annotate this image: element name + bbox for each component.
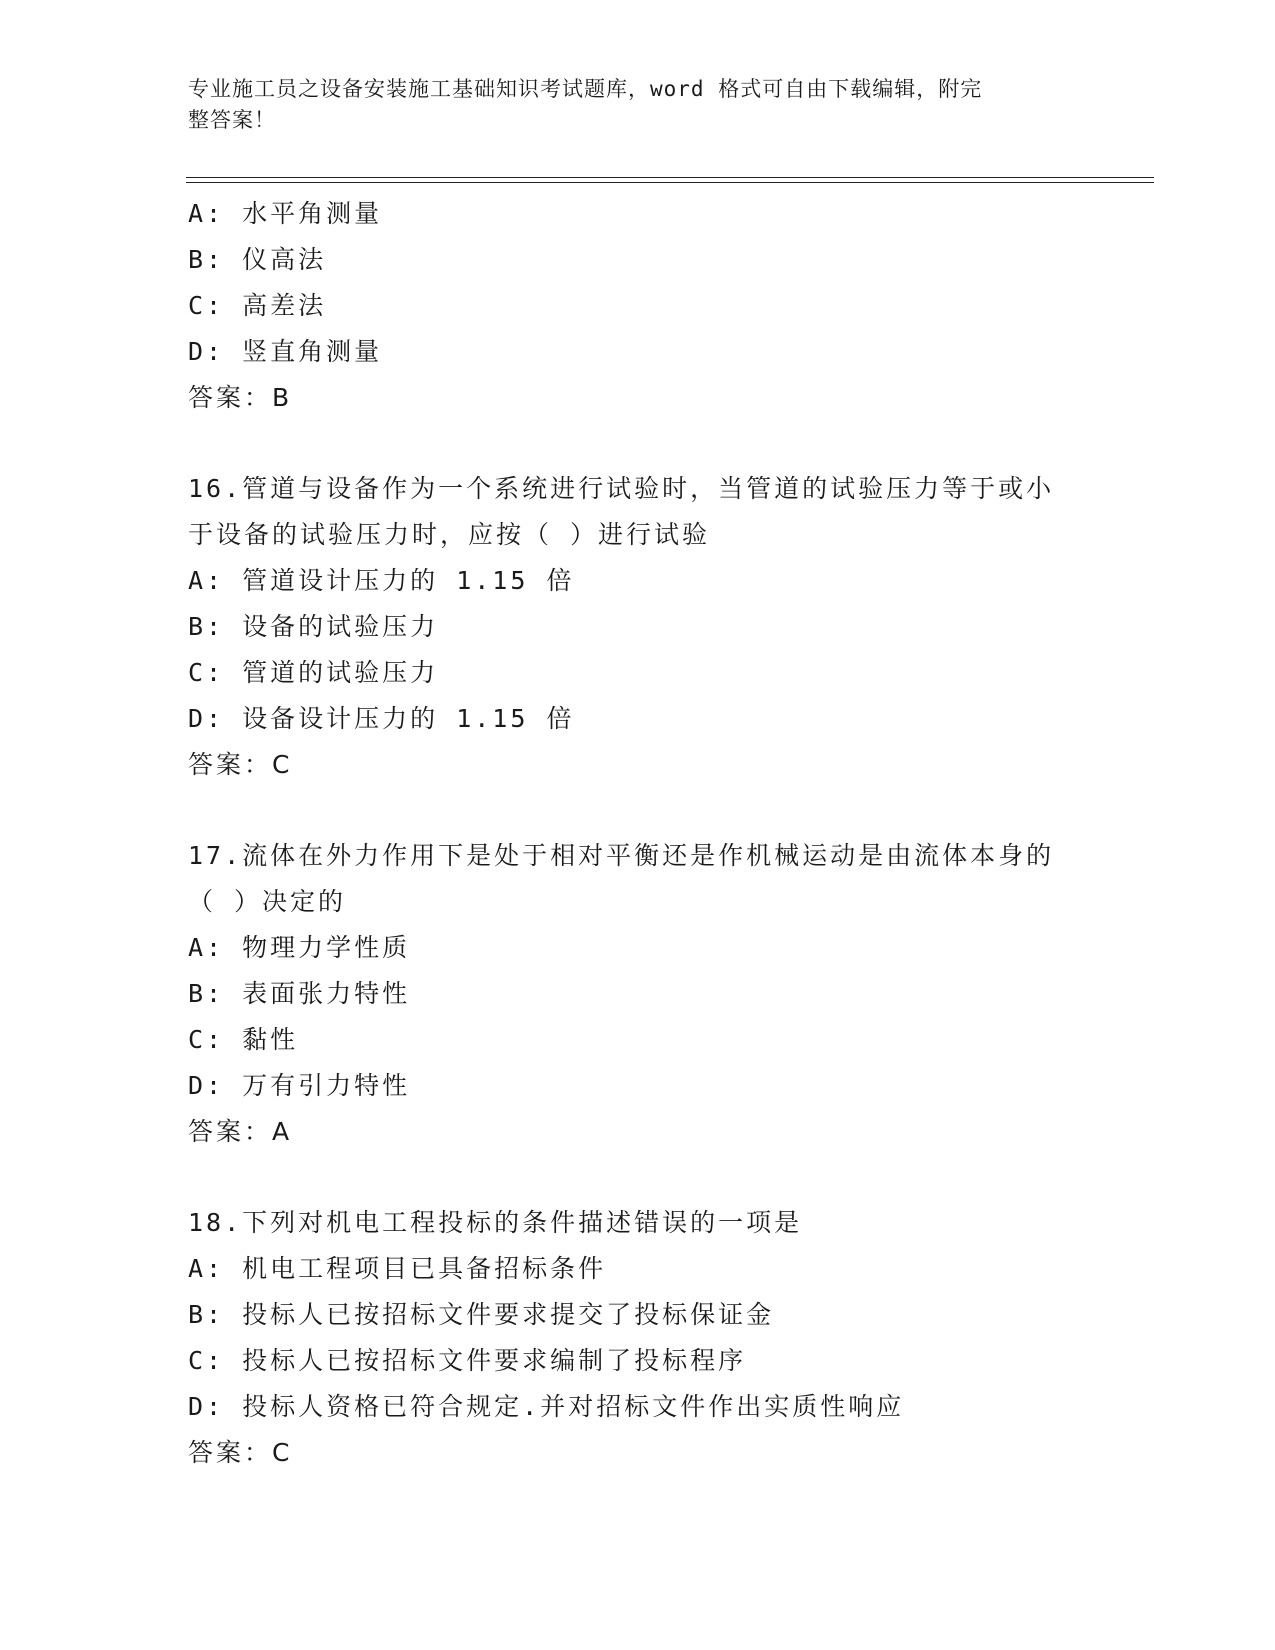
question-stem: 于设备的试验压力时，应按（ ）进行试验 [188, 520, 711, 549]
option-a: A: 水平角测量 [188, 199, 383, 228]
option-c: C: 高差法 [188, 291, 327, 320]
option-c: C: 黏性 [188, 1025, 299, 1054]
option-d: D: 万有引力特性 [188, 1071, 411, 1100]
option-a: A: 物理力学性质 [188, 933, 411, 962]
option-d: D: 投标人资格已符合规定.并对招标文件作出实质性响应 [188, 1392, 905, 1421]
option-b: B: 仪高法 [188, 245, 327, 274]
question-stem: 18.下列对机电工程投标的条件描述错误的一项是 [188, 1208, 803, 1237]
document-header [188, 74, 1068, 136]
option-c: C: 投标人已按招标文件要求编制了投标程序 [188, 1346, 747, 1375]
option-c: C: 管道的试验压力 [188, 658, 439, 687]
question-stem: 16.管道与设备作为一个系统进行试验时，当管道的试验压力等于或小 [188, 474, 1055, 503]
header-line-2: 整答案！ [188, 108, 276, 132]
answer: 答案：B [188, 383, 293, 412]
option-b: B: 设备的试验压力 [188, 612, 439, 641]
answer: 答案：C [188, 750, 293, 779]
question-stem: 17.流体在外力作用下是处于相对平衡还是作机械运动是由流体本身的 [188, 841, 1055, 870]
question-17 [188, 833, 1148, 1155]
question-list [188, 191, 1148, 1476]
question-18 [188, 1200, 1148, 1476]
option-d: D: 设备设计压力的 1.15 倍 [188, 704, 575, 733]
option-d: D: 竖直角测量 [188, 337, 383, 366]
option-b: B: 表面张力特性 [188, 979, 411, 1008]
question-stem: （ ）决定的 [188, 887, 347, 916]
answer: 答案：A [188, 1117, 293, 1146]
header-divider-bottom [186, 182, 1154, 183]
answer: 答案：C [188, 1438, 293, 1467]
question-16 [188, 466, 1148, 788]
option-a: A: 管道设计压力的 1.15 倍 [188, 566, 575, 595]
header-divider-top [186, 177, 1154, 178]
question-15-tail [188, 191, 1148, 421]
header-line-1: 专业施工员之设备安装施工基础知识考试题库，word 格式可自由下载编辑，附完 [188, 77, 983, 101]
option-b: B: 投标人已按招标文件要求提交了投标保证金 [188, 1300, 775, 1329]
option-a: A: 机电工程项目已具备招标条件 [188, 1254, 607, 1283]
